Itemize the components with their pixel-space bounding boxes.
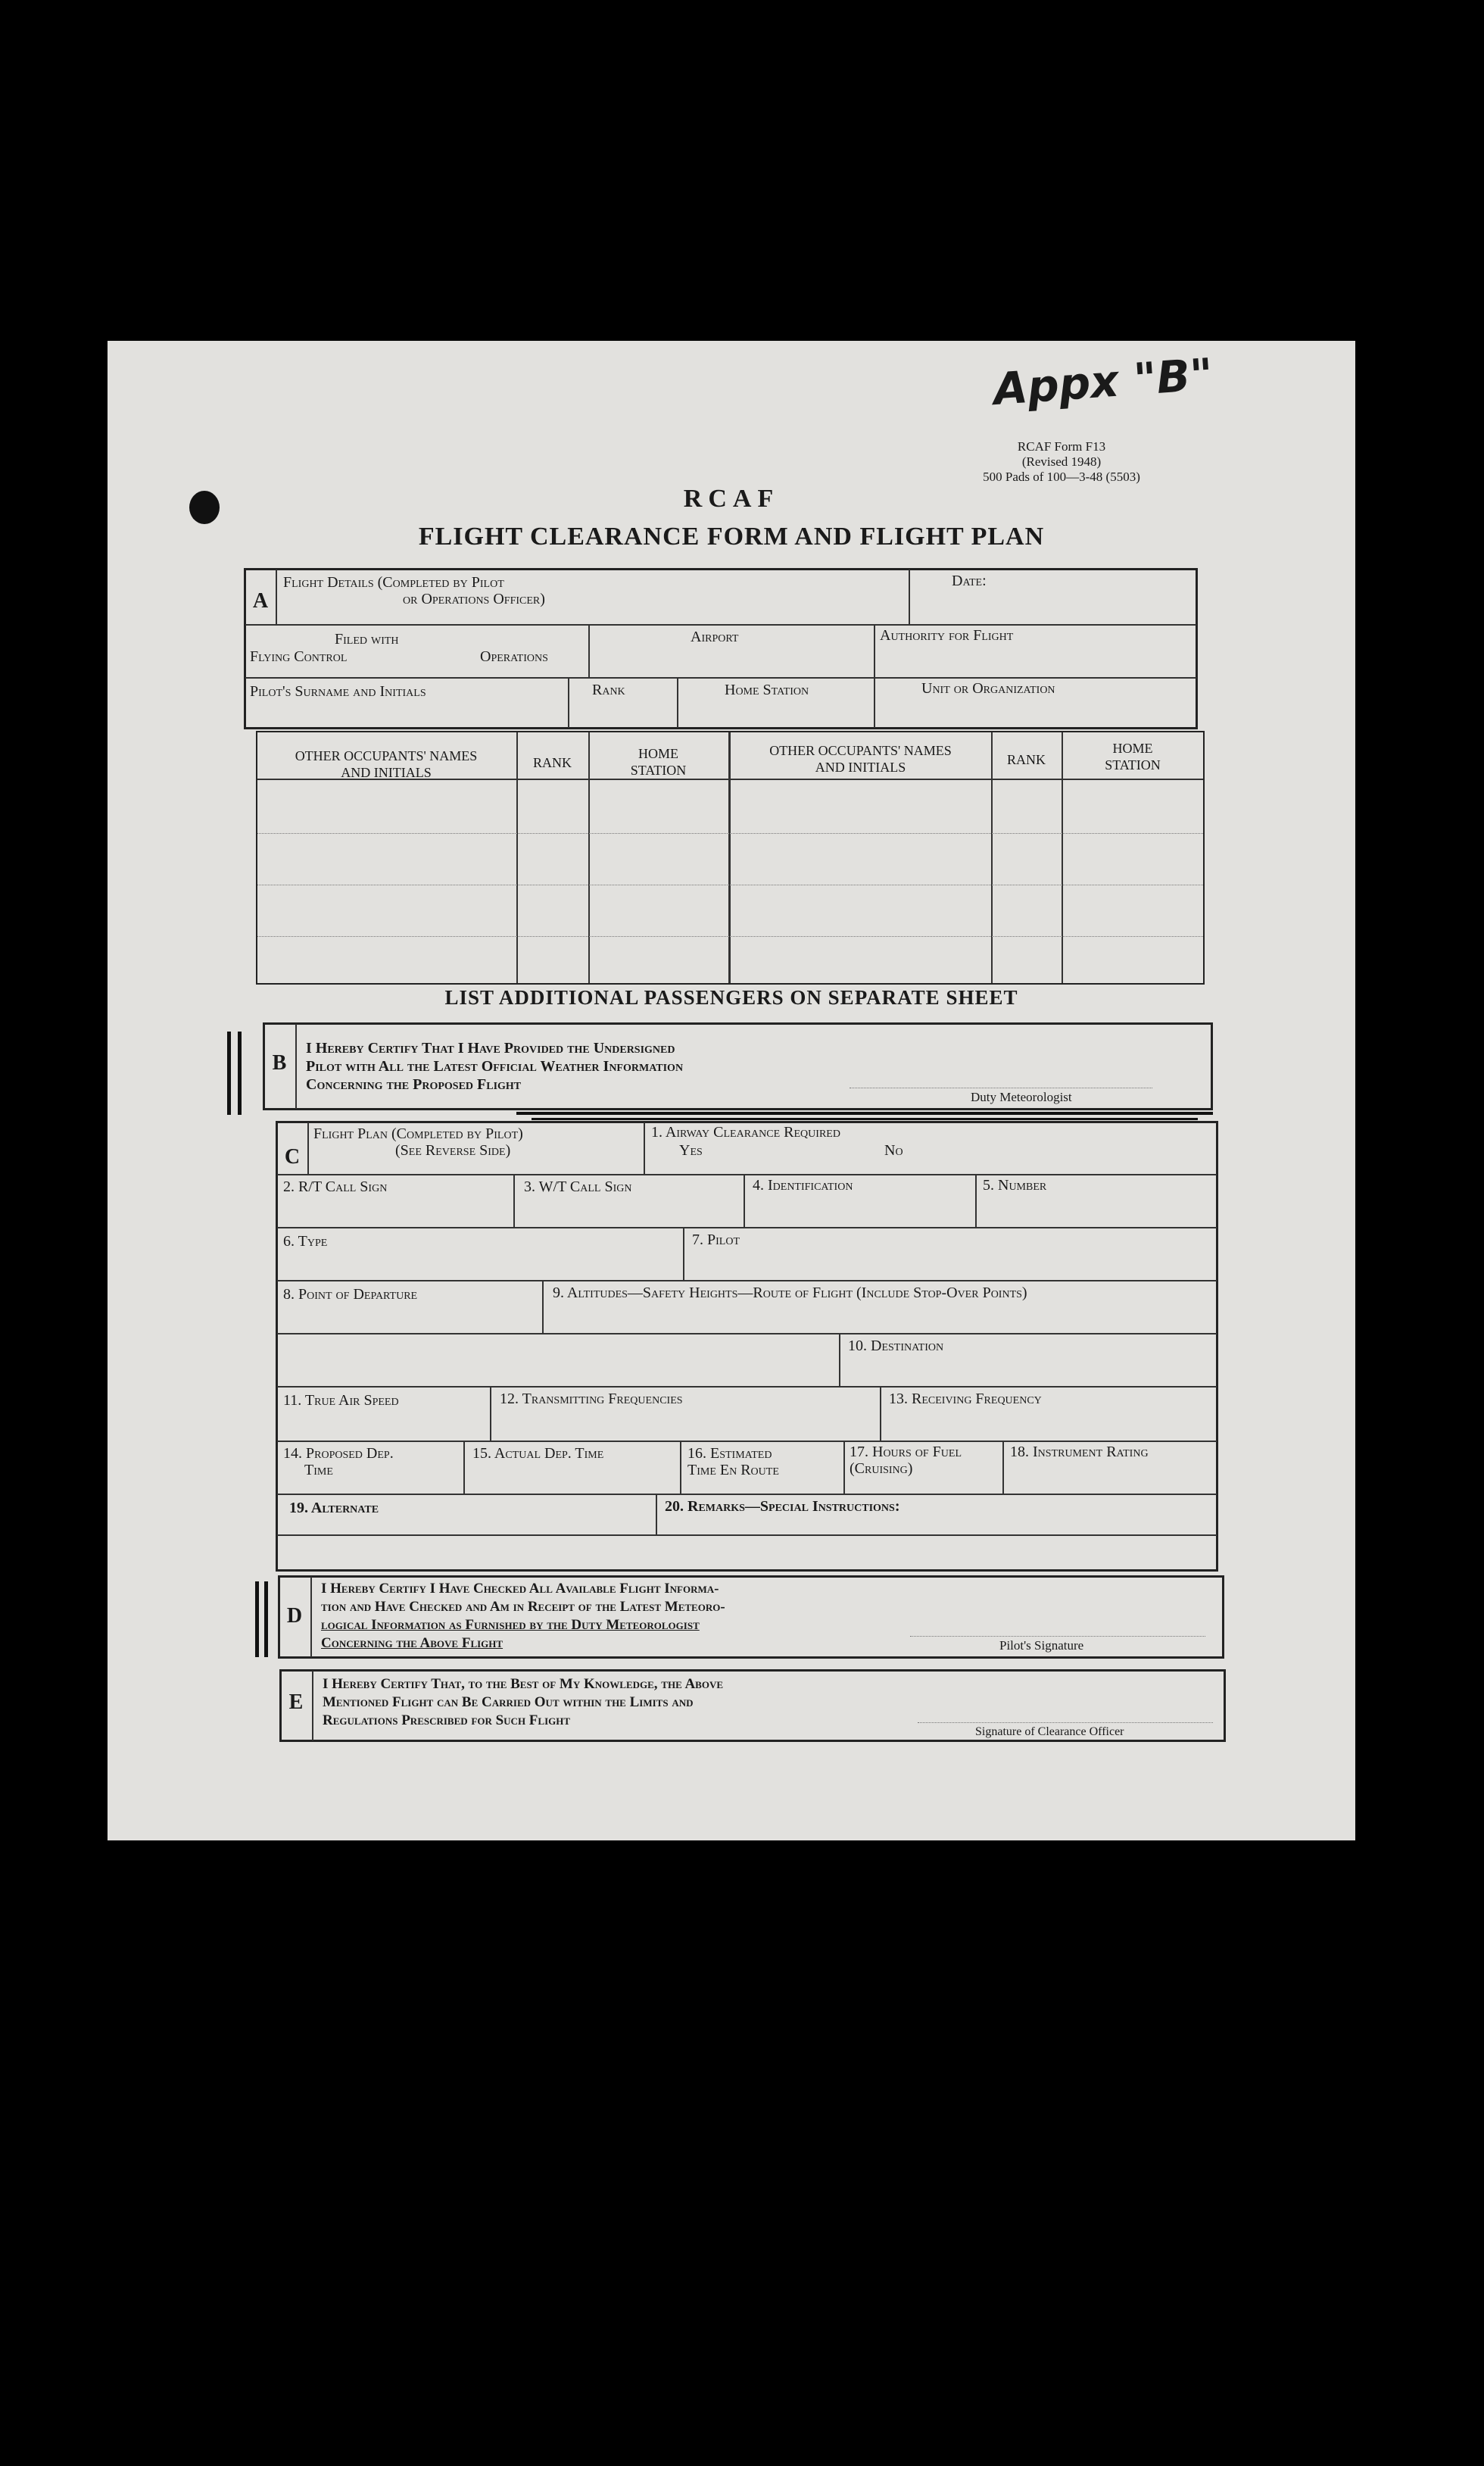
clearance-officer-signature-label: Signature of Clearance Officer: [975, 1725, 1124, 1738]
home-station-header-right: HOME STATION: [1105, 741, 1161, 773]
flying-control-option[interactable]: Flying Control: [250, 648, 348, 665]
altitudes-route-field[interactable]: 9. Altitudes—Safety Heights—Route of Flight (Include Stop-Over Points): [553, 1285, 1027, 1301]
occupants-header-left: OTHER OCCUPANTS' NAMES AND INITIALS: [295, 748, 478, 780]
see-reverse-label: (See Reverse Side): [395, 1142, 511, 1159]
home-station-field[interactable]: Home Station: [725, 682, 809, 698]
operations-option[interactable]: Operations: [480, 648, 548, 665]
meteorologist-signature-label: Duty Meteorologist: [971, 1090, 1072, 1104]
section-e-letter: E: [288, 1690, 304, 1714]
authority-field[interactable]: Authority for Flight: [880, 627, 1014, 644]
rank-field[interactable]: Rank: [592, 682, 625, 698]
occupant-row-line[interactable]: [257, 833, 1203, 834]
section-e-text: I Hereby Certify That, to the Best of My Knowledge, the Above Mentioned Flight can Be Carried Out within the Limits and Regulations Prescribed for Such Flight: [323, 1676, 724, 1728]
form-number: RCAF Form F13 (Revised 1948) 500 Pads of 100—3-48 (5503): [983, 439, 1140, 484]
transmitting-frequencies-field[interactable]: 12. Transmitting Frequencies: [500, 1391, 683, 1407]
section-d-text: I Hereby Certify I Have Checked All Available Flight Informa- tion and Have Checked and Am in Receipt of the Latest Meteoro- logical Information as Furnished by the Duty Meteorologist Concerning the Above Flight: [321, 1581, 725, 1651]
pilot-field[interactable]: 7. Pilot: [692, 1231, 740, 1248]
section-b-text: I Hereby Certify That I Have Provided the Undersigned Pilot with All the Latest Official Weather Information Concerning the Proposed Flight: [306, 1040, 684, 1093]
organization-heading: RCAF: [683, 485, 780, 513]
actual-dep-time-field[interactable]: 15. Actual Dep. Time: [472, 1445, 604, 1462]
flight-details-label-2: or Operations Officer): [403, 591, 545, 607]
flight-plan-label: Flight Plan (Completed by Pilot): [313, 1125, 523, 1142]
passengers-note: LIST ADDITIONAL PASSENGERS ON SEPARATE SHEET: [444, 986, 1018, 1009]
number-field[interactable]: 5. Number: [983, 1177, 1047, 1194]
airway-clearance-label: 1. Airway Clearance Required: [651, 1124, 840, 1141]
flight-details-label: Flight Details (Completed by Pilot: [283, 574, 504, 591]
estimated-time-en-route-field[interactable]: 16. Estimated Time En Route: [687, 1445, 779, 1478]
hours-of-fuel-field[interactable]: 17. Hours of Fuel (Cruising): [850, 1444, 962, 1477]
occupant-row-line[interactable]: [257, 936, 1203, 937]
instrument-rating-field[interactable]: 18. Instrument Rating: [1010, 1444, 1149, 1460]
unit-field[interactable]: Unit or Organization: [921, 680, 1055, 697]
pilot-signature-label: Pilot's Signature: [999, 1638, 1084, 1653]
section-d-letter: D: [286, 1604, 303, 1628]
pilot-name-field[interactable]: Pilot's Surname and Initials: [250, 683, 426, 700]
airway-clearance-yes[interactable]: Yes: [679, 1142, 703, 1159]
airway-clearance-no[interactable]: No: [884, 1142, 903, 1159]
true-air-speed-field[interactable]: 11. True Air Speed: [283, 1392, 399, 1409]
point-of-departure-field[interactable]: 8. Point of Departure: [283, 1286, 418, 1303]
occupants-header-right: OTHER OCCUPANTS' NAMES AND INITIALS: [769, 743, 952, 775]
clearance-officer-signature-line[interactable]: [918, 1722, 1213, 1723]
pilot-signature-line[interactable]: [910, 1636, 1205, 1637]
handwritten-annotation: Appx "B": [991, 348, 1215, 416]
date-field[interactable]: Date:: [952, 573, 987, 589]
form-title: FLIGHT CLEARANCE FORM AND FLIGHT PLAN: [418, 523, 1045, 551]
rank-header-left: RANK: [532, 755, 572, 770]
section-a-letter: A: [252, 589, 269, 613]
filed-with-label: Filed with: [335, 631, 399, 648]
home-station-header-left: HOME STATION: [630, 746, 687, 778]
type-field[interactable]: 6. Type: [283, 1233, 328, 1250]
receiving-frequency-field[interactable]: 13. Receiving Frequency: [889, 1391, 1042, 1407]
remarks-field[interactable]: 20. Remarks—Special Instructions:: [665, 1498, 900, 1515]
destination-field[interactable]: 10. Destination: [848, 1338, 944, 1354]
identification-field[interactable]: 4. Identification: [753, 1177, 853, 1194]
section-c-letter: C: [284, 1145, 301, 1169]
section-a-box: [244, 568, 1198, 729]
section-b-letter: B: [272, 1051, 287, 1075]
rt-call-sign-field[interactable]: 2. R/T Call Sign: [283, 1178, 388, 1195]
form-paper: [108, 341, 1355, 1840]
wt-call-sign-field[interactable]: 3. W/T Call Sign: [524, 1178, 632, 1195]
airport-field[interactable]: Airport: [691, 629, 739, 645]
alternate-field[interactable]: 19. Alternate: [289, 1500, 379, 1516]
proposed-dep-time-field[interactable]: 14. Proposed Dep. Time: [283, 1445, 394, 1478]
rank-header-right: RANK: [1006, 752, 1046, 767]
